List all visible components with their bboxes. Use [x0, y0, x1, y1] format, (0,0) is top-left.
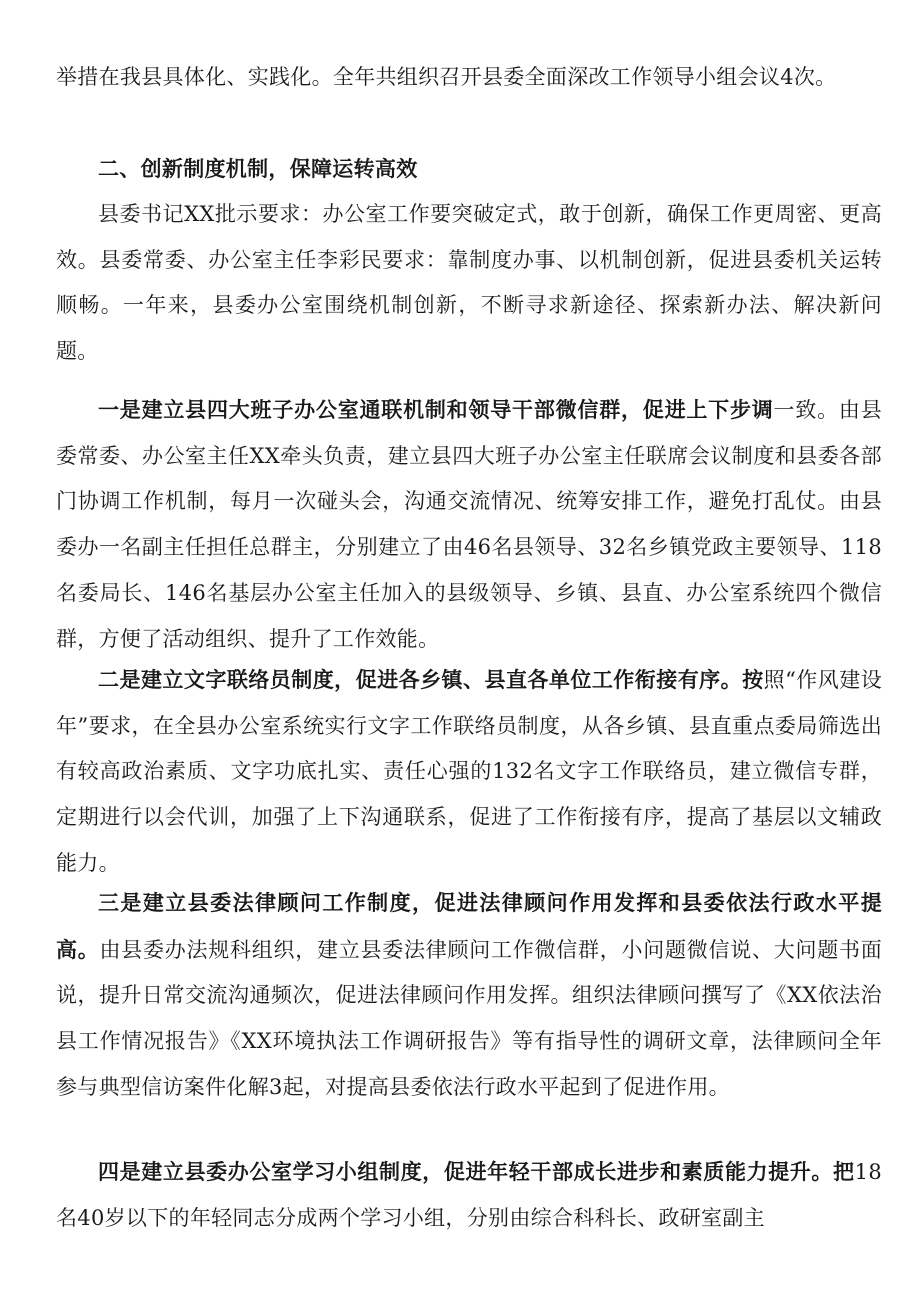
paragraph-item-4: [56, 1149, 882, 1241]
paragraph-text: 18名40岁以下的年轻同志分成两个学习小组，分别由综合科科长、政研室副主: [56, 1160, 882, 1230]
paragraph-continuation: [56, 55, 882, 101]
paragraph-item-1: [56, 387, 882, 662]
paragraph-text: 县委书记XX批示要求：办公室工作要突破定式，敢于创新，确保工作更周密、更高效。县委常委、办公室主任李彩民要求：靠制度办事、以机制创新，促进县委机关运转顺畅。一年来，县委办公室围绕机制创新，不断寻求新途径、探索新办法、解决新问题。: [56, 202, 882, 364]
paragraph-text: 举措在我县具体化、实践化。全年共组织召开县委全面深改工作领导小组会议4次。: [56, 65, 837, 89]
paragraph-lead: 三是建立县委法律顾问工作制度，促进法律顾问作用发挥和县委依法行政水平提高。: [56, 890, 882, 962]
section-heading: [56, 146, 882, 192]
paragraph-lead: 四是建立县委办公室学习小组制度，促进年轻干部成长进步和素质能力提升。把: [98, 1159, 855, 1184]
paragraph-item-3: [56, 880, 882, 1111]
section-heading-text: 二、创新制度机制，保障运转高效: [98, 156, 418, 181]
paragraph-lead: 二是建立文字联络员制度，促进各乡镇、县直各单位工作衔接有序。按: [98, 667, 764, 692]
paragraph-lead: 一是建立县四大班子办公室通联机制和领导干部微信群，促进上下步调: [98, 397, 774, 422]
paragraph-text: 照“作风建设年”要求，在全县办公室系统实行文字工作联络员制度，从各乡镇、县直重点委局筛选出有较高政治素质、文字功底扎实、责任心强的132名文字工作联络员，建立微信专群，定期进行以会代训，加强了上下沟通联系，促进了工作衔接有序，提高了基层以文辅政能力。: [56, 668, 882, 875]
paragraph-intro: [56, 192, 882, 375]
paragraph-text: 一致。由县委常委、办公室主任XX牵头负责，建立县四大班子办公室主任联席会议制度和县委各部门协调工作机制，每月一次碰头会，沟通交流情况、统筹安排工作，避免打乱仗。由县委办一名副主任担任总群主，分别建立了由46名县领导、32名乡镇党政主要领导、118名委局长、146名基层办公室主任加入的县级领导、乡镇、县直、办公室系统四个微信群，方便了活动组织、提升了工作效能。: [56, 398, 883, 651]
paragraph-item-2: [56, 657, 882, 887]
paragraph-text: 由县委办法规科组织，建立县委法律顾问工作微信群，小问题微信说、大问题书面说，提升日常交流沟通频次，促进法律顾问作用发挥。组织法律顾问撰写了《XX依法治县工作情况报告》《XX环境执法工作调研报告》等有指导性的调研文章，法律顾问全年参与典型信访案件化解3起，对提高县委依法行政水平起到了促进作用。: [56, 937, 882, 1099]
